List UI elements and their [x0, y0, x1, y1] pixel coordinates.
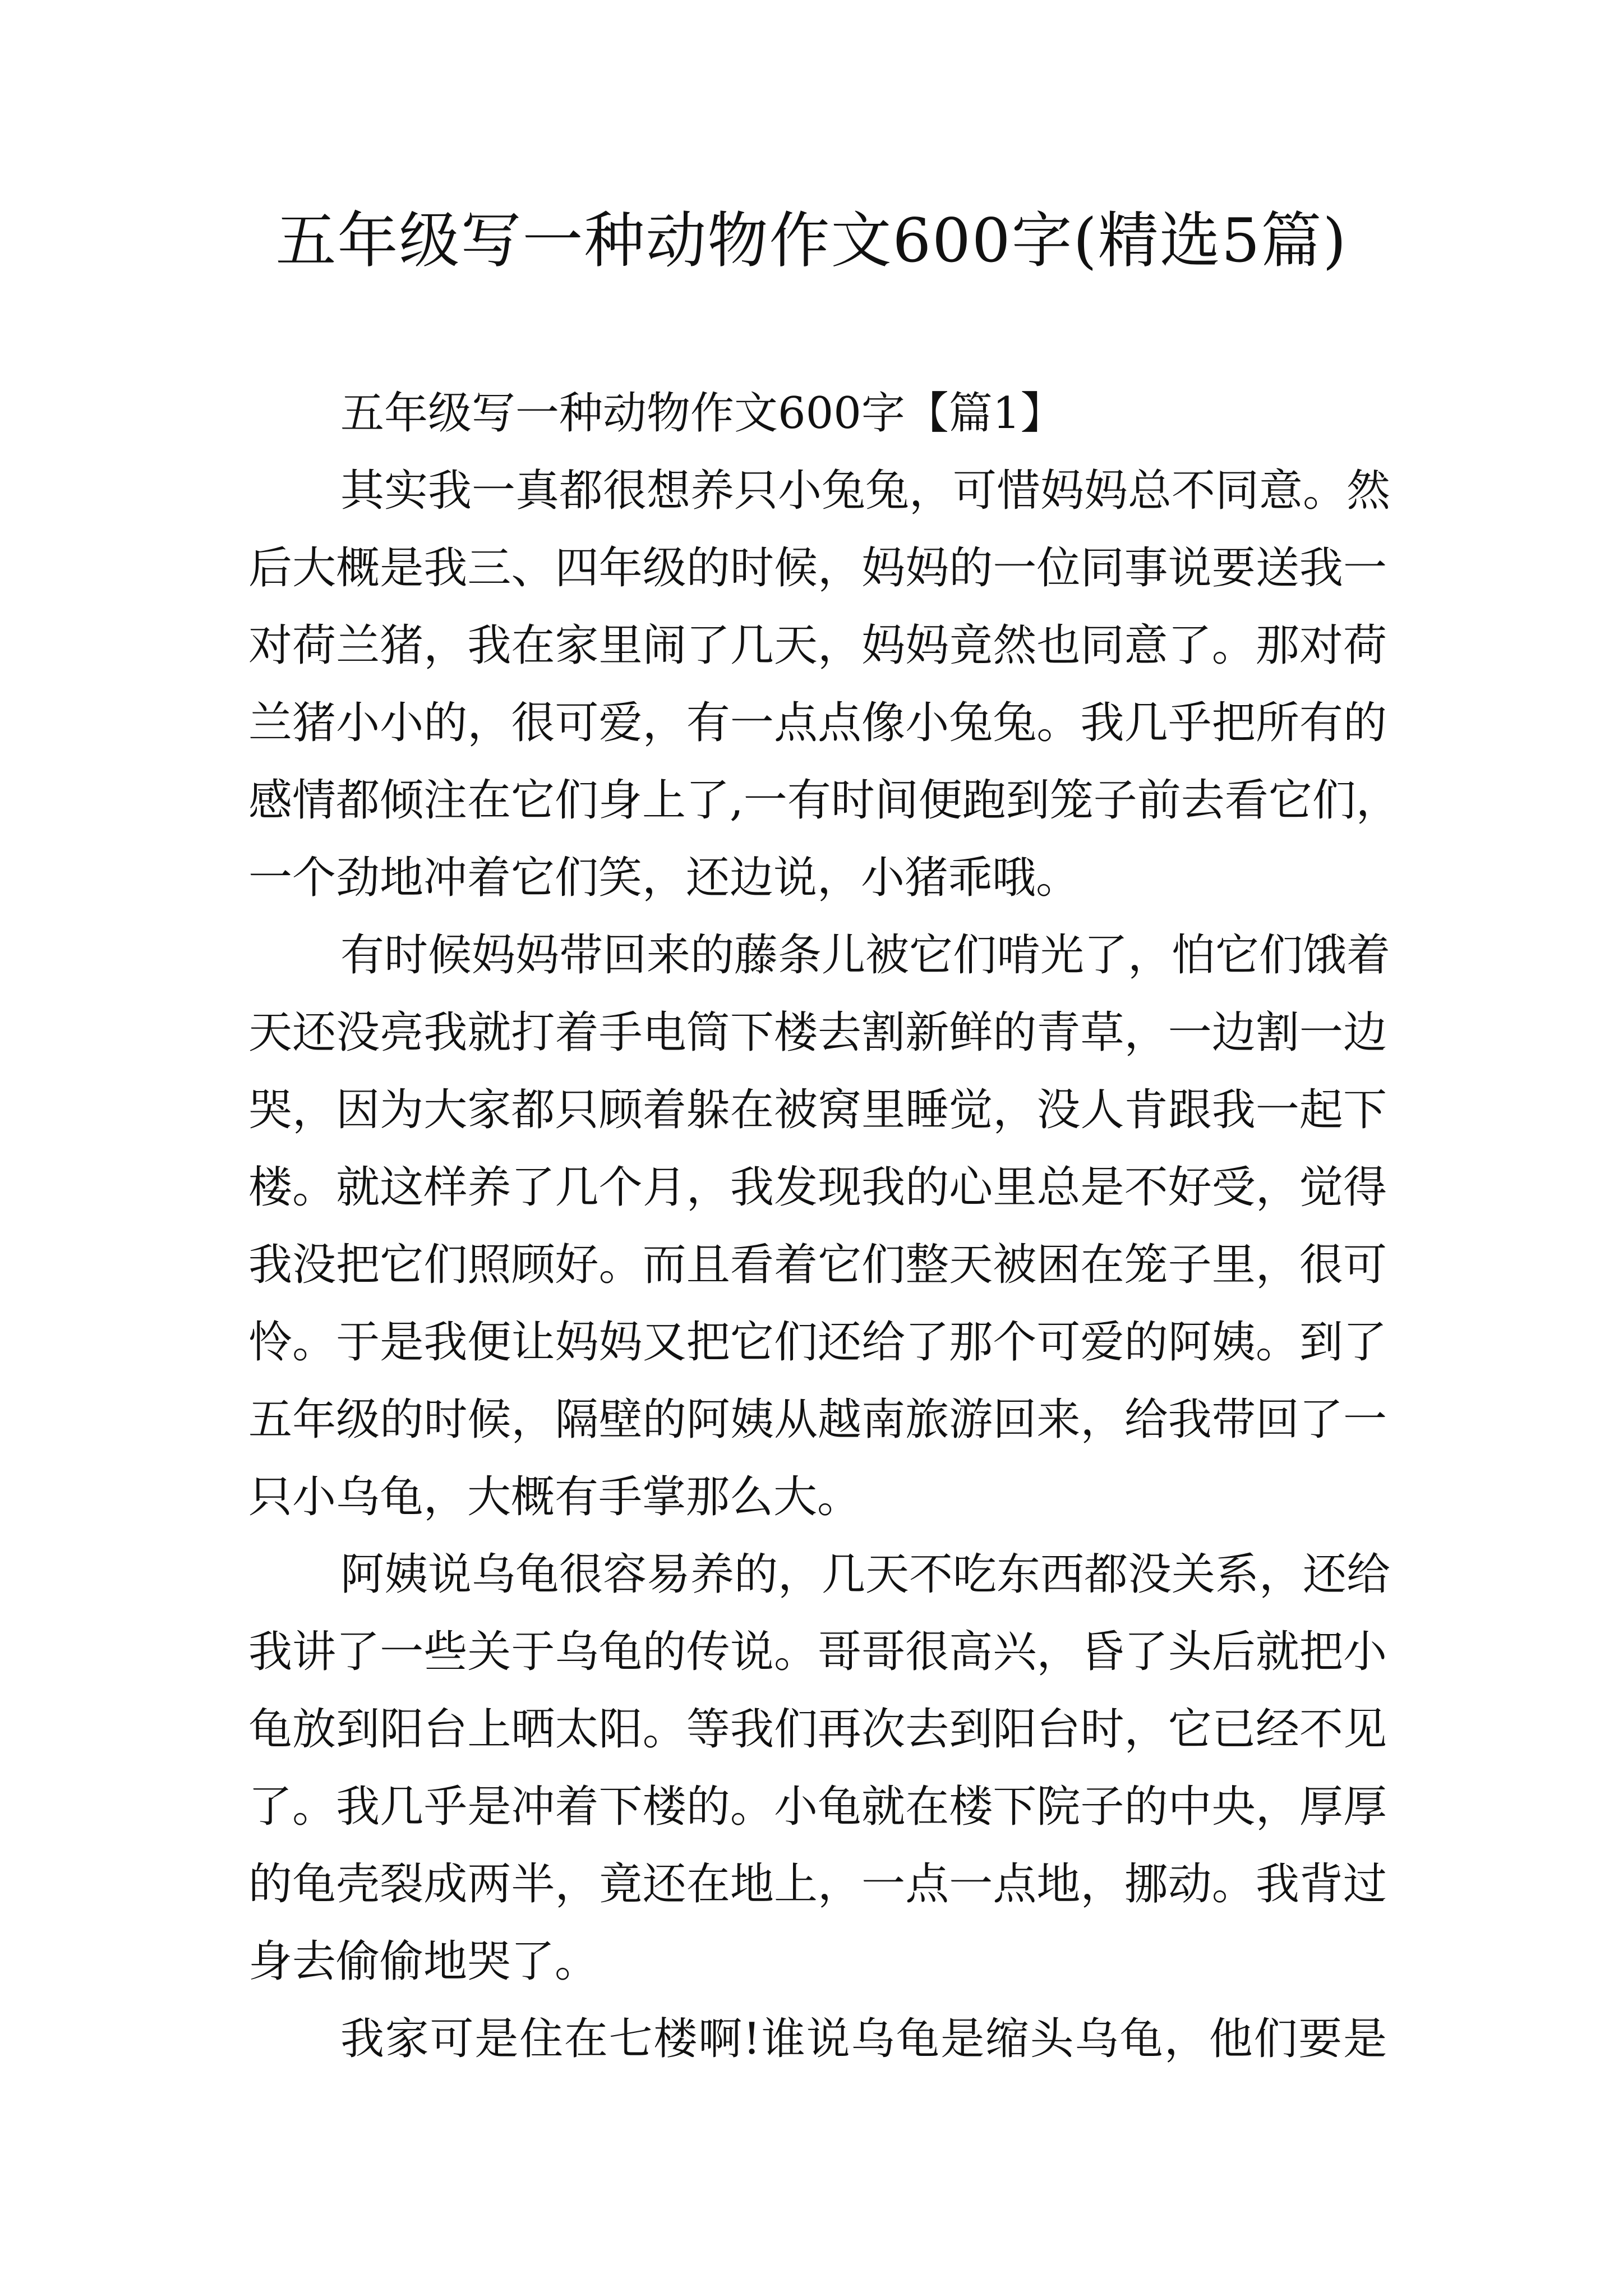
document-body: [248, 375, 1400, 2078]
paragraph-line: 只小乌龟，大概有手掌那么大。: [248, 1472, 861, 1522]
paragraph-line: 有时候妈妈带回来的藤条儿被它们啃光了，怕它们饿着: [340, 930, 1391, 981]
section-heading: 五年级写一种动物作文600字【篇1】: [340, 388, 1064, 439]
paragraph-line: 龟放到阳台上晒太阳。等我们再次去到阳台时，它已经不见: [248, 1704, 1387, 1755]
paragraph-line: 我家可是住在七楼啊!谁说乌龟是缩头乌龟，他们要是: [340, 2014, 1387, 2064]
paragraph-line: 阿姨说乌龟很容易养的，几天不吃东西都没关系，还给: [340, 1549, 1391, 1600]
paragraph-line: 五年级的时候，隔壁的阿姨从越南旅游回来，给我带回了一: [248, 1395, 1387, 1445]
paragraph-line: 我讲了一些关于乌龟的传说。哥哥很高兴，昏了头后就把小: [248, 1627, 1387, 1677]
paragraph-line: 兰猪小小的，很可爱，有一点点像小兔兔。我几乎把所有的: [248, 698, 1387, 748]
paragraph-line: 怜。于是我便让妈妈又把它们还给了那个可爱的阿姨。到了: [248, 1317, 1387, 1368]
paragraph-line: 感情都倾注在它们身上了,一有时间便跑到笼子前去看它们，: [248, 775, 1400, 826]
paragraph-line: 身去偷偷地哭了。: [248, 1936, 599, 1987]
paragraph-line: 楼。就这样养了几个月，我发现我的心里总是不好受，觉得: [248, 1162, 1387, 1213]
paragraph-line: 后大概是我三、四年级的时候，妈妈的一位同事说要送我一: [248, 543, 1387, 593]
paragraph-line: 其实我一真都很想养只小兔兔，可惜妈妈总不同意。然: [340, 466, 1391, 516]
paragraph-line: 天还没亮我就打着手电筒下楼去割新鲜的青草，一边割一边: [248, 1007, 1387, 1058]
paragraph-line: 了。我几乎是冲着下楼的。小龟就在楼下院子的中央，厚厚: [248, 1782, 1387, 1832]
paragraph-line: 哭，因为大家都只顾着躲在被窝里睡觉，没人肯跟我一起下: [248, 1085, 1387, 1135]
paragraph-1: [248, 452, 1400, 917]
paragraph-line: 一个劲地冲着它们笑，还边说，小猪乖哦。: [248, 853, 1080, 903]
paragraph-2: [248, 917, 1391, 1536]
paragraph-4: [248, 2000, 1387, 2078]
paragraph-line: 的龟壳裂成两半，竟还在地上，一点一点地，挪动。我背过: [248, 1859, 1387, 1910]
document-title: 五年级写一种动物作文600字(精选5篇): [275, 206, 1348, 276]
paragraph-line: 我没把它们照顾好。而且看着它们整天被困在笼子里，很可: [248, 1240, 1387, 1290]
paragraph-line: 对荷兰猪，我在家里闹了几天，妈妈竟然也同意了。那对荷: [248, 620, 1387, 671]
paragraph-3: [248, 1536, 1391, 2000]
